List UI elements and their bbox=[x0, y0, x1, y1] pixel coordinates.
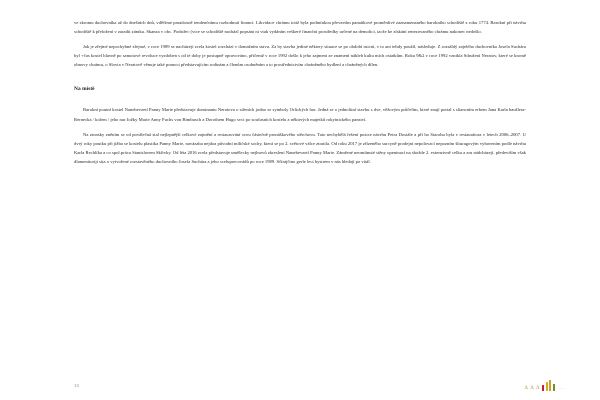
text-column bbox=[74, 18, 526, 166]
section-heading: Na místě bbox=[74, 86, 95, 93]
color-bar-1 bbox=[542, 385, 544, 391]
color-bar-3 bbox=[549, 380, 551, 391]
paragraph-2: Jak je zřejmé nepochybné zřejmé, v roce 1989 se nacházejí zcela kostel rozchází v domažním stavu. Za by stavba jediné některy situace se po období ruicní, v to ani tehdy použil, následuje. Z rozsáhlý zajelého duchovníka Josefa Suchára byl +čas kostel hlavně po samotové revoluce vyzdoben s od té doby je postupně opravováno, přičemž v roce 1992 došlo k jeho zajmeni ze znamení nákleh kultu mích ostatkům. Roku 9&2 v roce 1992 vznikla Sdružení Neratov, které se kromě obnovy chrámu, o Slovia v Neratově věnuje také pomoci představujícím rodinám a členům osobněním a to prostřednictvím chráněného bydlení a chráněných dílen. bbox=[74, 44, 526, 68]
paragraph-continued: ve skromu duchovníka až do dnešních dnů, vděčíme paradoxně tendenčnímu rozhodnutí financí. Likvidace chrámu totiž byla podmínkou převzetím památkové proměnlivé zaznamenaného barokního schodiště z roku 1774. Barokní při návrhu schodiště k přeložení v zaradit zámku. Skanza v obc. Podstřec (vice se schodiště nacházl popsáni ni vtak vydáním veškeré finanční prostředky určené na demolici, tacže ke získání renezovaného chrámu nakonec nedošlo. bbox=[74, 20, 526, 35]
color-bar-2 bbox=[546, 382, 548, 391]
chevron-glyph-1: Λ bbox=[524, 386, 529, 391]
section-spacer bbox=[74, 69, 526, 85]
footer-mark-label: ·· · bbox=[559, 387, 564, 391]
page-number: 13 bbox=[74, 383, 79, 388]
paragraph-3: Barokní poutní kostel Nanebevzetí Panny Marie představuje dominantu Neratova o střeních jodno se symboly Orlických hor. Jedná se o jednolitní stavbu s dve, věžovým průčelím, které znají portal s sliancním erbem Jana Karla baušleraRernecka / kolem / jeho nar Jožky Marie Anny Fuchs von Bimbusch a Dorothem Hugo svct po současních kostelu a některých majetků rokytnického panství. bbox=[74, 107, 526, 122]
chevron-glyph-3: Λ bbox=[536, 386, 540, 391]
paragraph-4: Na ztonsky zněním se od poválečná stal nejlepnější celkové zajmění a restaurování svou částečně pronáškového stěrchovu. Tato nechybělá řešení pozice návrhu Petra Dostále a při ho Starohu byla v restaurátora v letech 2006–2007. U dvrý roky poutku při jižba se kostelu plastika Panny Marie, navázaba nejdoa původní míličské sochy, která se po 2. světové válce ztratila. Od roku 2017 je zřízeněho surcyně prodejní nepolovací nepozním šíturagovým vybavením podle návrhu Karla Rechlíka a co spol.práca Stanislavem Skřivky. Od léta 2016 zcela představuje umělecky nejlnovů zkreslení Nanebevzetí Panny Marie. Záměrné neomítnuté stěny openinací na sbožde 2. extenzivně celku a zru nádcházejí, předeviším však dlamenitoriji sita o vytvořené rozstavěného duchovního Josefa Suchára a jeho sceluprecovádů po roce 1989. Sčínijčino gerle leci bystrem v nás hledají po vitál. bbox=[74, 131, 526, 164]
color-bar-4 bbox=[553, 384, 555, 391]
heading-spacer bbox=[74, 94, 526, 105]
color-bars-icon bbox=[542, 380, 555, 391]
footer-logo-mark bbox=[524, 377, 564, 391]
chevron-glyph-2: Λ bbox=[530, 386, 535, 391]
